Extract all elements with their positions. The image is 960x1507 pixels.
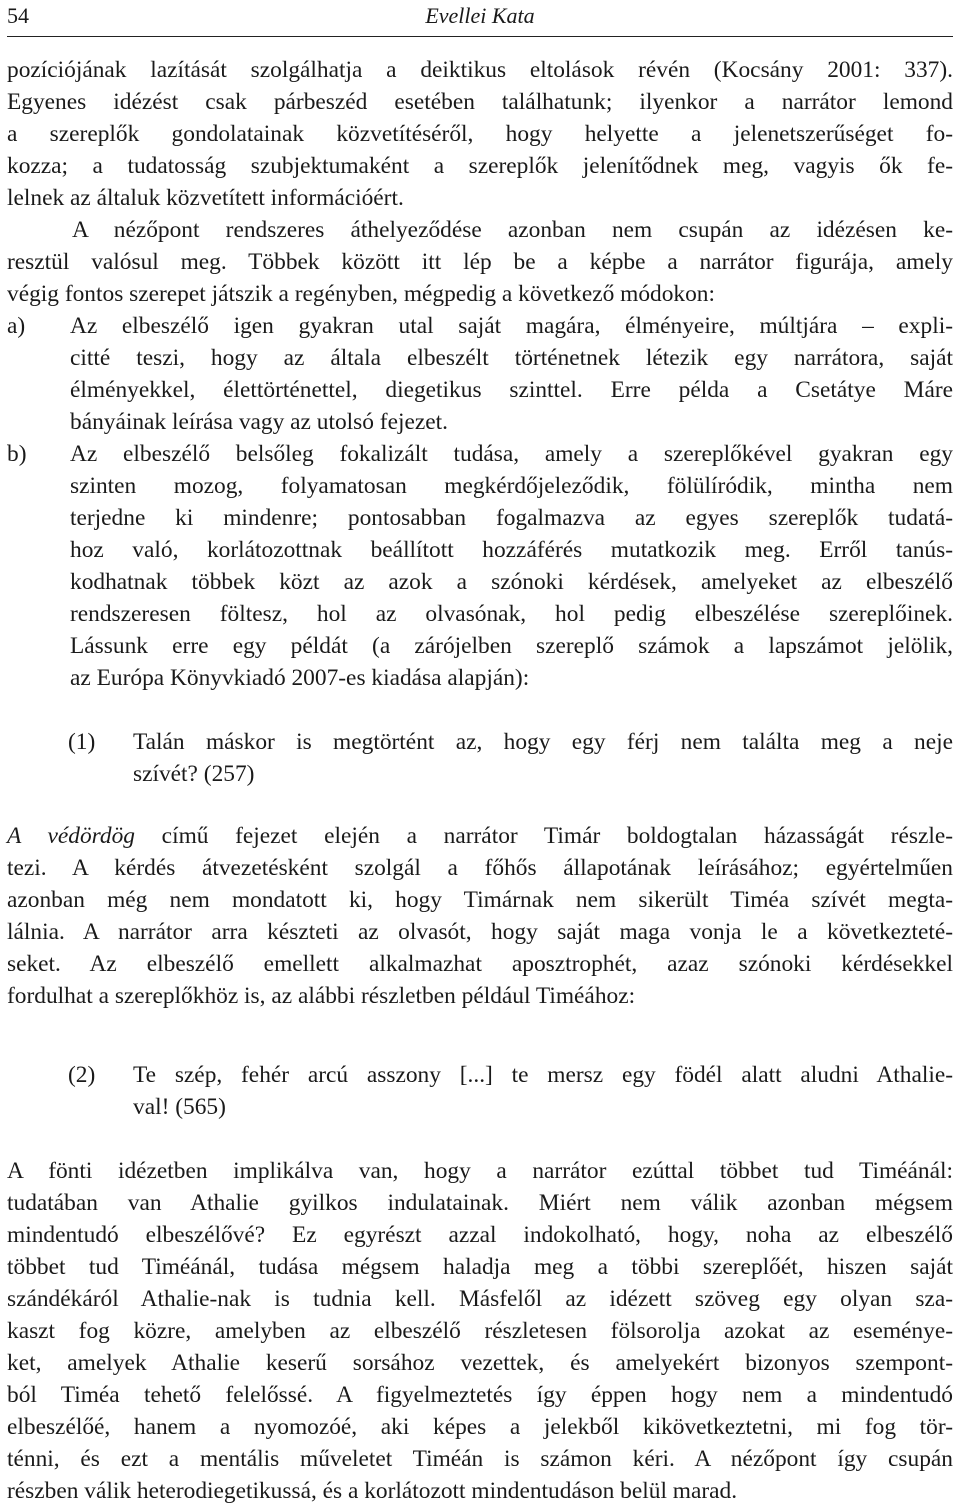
text-line: tudatában van Athalie gyilkos indulatainak. Miért nem válik azonban mégsem (7, 1190, 953, 1216)
text-line: bányáinak leírása vagy az utolsó fejezet. (70, 409, 448, 435)
text-run: című fejezet elején a narrátor Timár boldogtalan házasságát részle- (135, 823, 954, 849)
text-line (7, 820, 953, 852)
text-line: tezi. A kérdés átvezetésként szolgál a főhős állapotának leírásához; egyértelműen (7, 855, 953, 881)
text-line: Az elbeszélő igen gyakran utal saját magára, élményeire, múltjára – expli- (70, 313, 953, 339)
text-line: val! (565) (133, 1094, 226, 1120)
text-line: élményekkel, élettörténettel, diegetikus szinttel. Erre példa a Csetátye Máre (70, 377, 953, 403)
text-line: Az elbeszélő belsőleg fokalizált tudása, amely a szereplőkével gyakran egy (70, 441, 953, 467)
text-line: a szereplők gondolatainak közvetítéséről, hogy helyette a jelenetszerűséget fo- (7, 121, 953, 147)
text-line: szándékáról Athalie-nak is tudnia kell. Másfelől az idézett szöveg egy olyan sza- (7, 1286, 953, 1312)
text-line: elbeszélőé, hanem a nyomozóé, aki képes a jelekből kikövetkeztetni, mi fog tör- (7, 1414, 953, 1440)
text-line: végig fontos szerepet játszik a regényben, mégpedig a következő módokon: (7, 281, 715, 307)
text-line: ból Timéa tehető felelőssé. A figyelmeztetés így éppen hogy nem a mindentudó (7, 1382, 953, 1408)
list-label-b: b) (7, 441, 27, 467)
text-line: Talán máskor is megtörtént az, hogy egy férj nem találta meg a neje (133, 729, 953, 755)
text-line: Lássunk erre egy példát (a zárójelben szereplő számok a lapszámot jelölik, (70, 633, 953, 659)
text-line: kozza; a tudatosság szubjektumaként a szereplők jelenítődnek meg, vagyis ők fe- (7, 153, 953, 179)
header-rule (7, 36, 953, 37)
chapter-title: A védördög (7, 823, 136, 849)
text-line: ténni, és ezt a mentális műveletet Timéán is számon kéri. A nézőpont így csupán (7, 1446, 953, 1472)
text-line: terjedne ki mindenre; pontosabban fogalmazva az egyes szereplők tudatá- (70, 505, 953, 531)
text-line: resztül valósul meg. Többek között itt lép be a képbe a narrátor figurája, amely (7, 249, 953, 275)
text-line: Te szép, fehér arcú asszony [...] te mersz egy födél alatt aludni Athalie- (133, 1062, 953, 1088)
text-line: az Európa Könyvkiadó 2007-es kiadása alapján): (70, 665, 530, 691)
text-line: Egyenes idézést csak párbeszéd esetében találhatunk; ilyenkor a narrátor lemond (7, 89, 953, 115)
running-title: Evellei Kata (425, 3, 535, 28)
text-line: pozíciójának lazítását szolgálhatja a deiktikus eltolások révén (Kocsány 2001: 337). (7, 57, 953, 83)
text-line: kodhatnak többek közt az azok a szónoki kérdések, amelyeket az elbeszélő (70, 569, 953, 595)
text-line: ket, amelyek Athalie keserű sorsához vezettek, és amelyekért bizonyos szempont- (7, 1350, 953, 1376)
text-line: részben válik heterodiegetikussá, és a korlátozott mindentudáson belül marad. (7, 1478, 738, 1504)
example-number-1: (1) (68, 729, 96, 755)
text-line: seket. Az elbeszélő emellett alkalmazhat aposztrophét, azaz szónoki kérdésekkel (7, 951, 953, 977)
text-line: lelnek az általuk közvetített információért. (7, 185, 404, 211)
text-line: kaszt fog közre, amelyben az elbeszélő részletesen fölsorolja azokat az eseménye- (7, 1318, 953, 1344)
example-number-2: (2) (68, 1062, 96, 1088)
page-number: 54 (7, 3, 29, 28)
text-line: azonban még nem mondatott ki, hogy Timárnak nem sikerült Timéa szívét megta- (7, 887, 953, 913)
text-line: szívét? (257) (133, 761, 255, 787)
text-line: lálnia. A narrátor arra készteti az olvasót, hogy saját maga vonja le a következteté- (7, 919, 953, 945)
running-header (7, 0, 953, 36)
text-line: fordulhat a szereplőkhöz is, az alábbi részletben például Timéához: (7, 983, 636, 1009)
text-line: mindentudó elbeszélővé? Ez egyrészt azzal indokolható, hogy, noha az elbeszélő (7, 1222, 953, 1248)
text-line: citté teszi, hogy az általa elbeszélt történetnek létezik egy narrátora, saját (70, 345, 953, 371)
text-line: szinten mozog, folyamatosan megkérdőjeleződik, fölülíródik, mintha nem (70, 473, 953, 499)
text-line: A fönti idézetben implikálva van, hogy a narrátor ezúttal többet tud Timéánál: (7, 1158, 953, 1184)
text-line: A nézőpont rendszeres áthelyeződése azonban nem csupán az idézésen ke- (72, 217, 953, 243)
text-line: rendszeresen föltesz, hol az olvasónak, hol pedig elbeszélése szereplőinek. (70, 601, 953, 627)
text-line: hoz való, korlátozottnak beállított hozzáférés mutatkozik meg. Erről tanús- (70, 537, 953, 563)
list-label-a: a) (7, 313, 26, 339)
text-line: többet tud Timéánál, tudása mégsem haladja meg a többi szereplőét, hiszen saját (7, 1254, 953, 1280)
